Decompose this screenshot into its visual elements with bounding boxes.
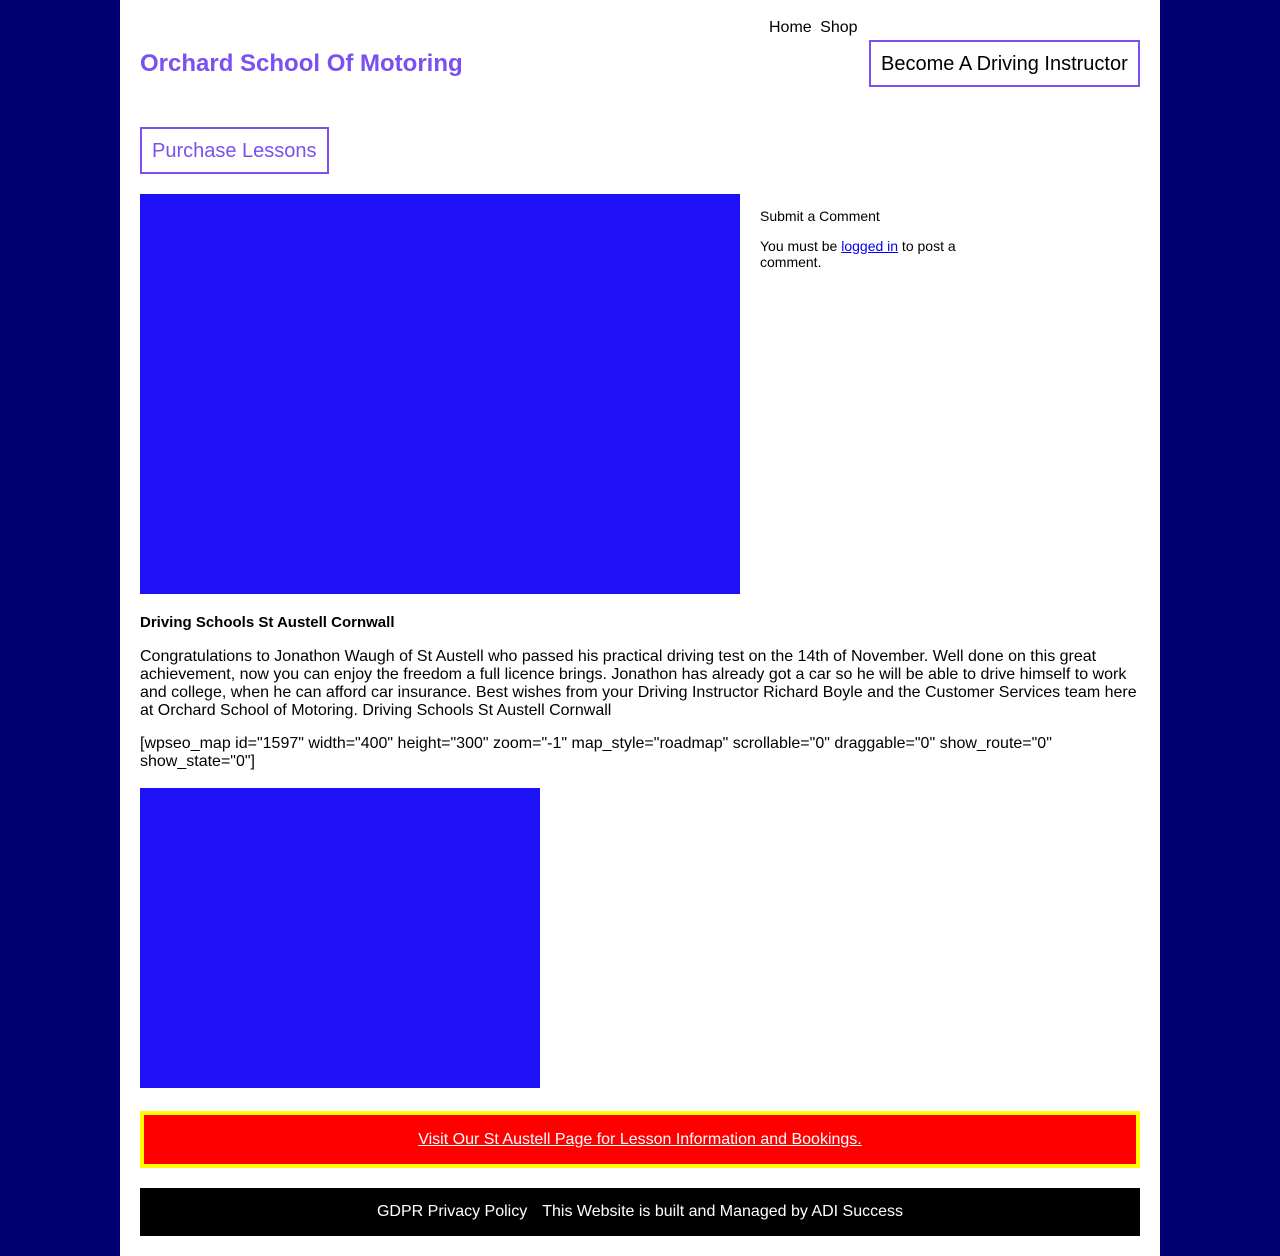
comment-suffix: to post a comment. [760, 238, 956, 270]
privacy-policy-link[interactable]: GDPR Privacy Policy [376, 1203, 528, 1220]
main-nav [769, 19, 862, 37]
become-instructor-button[interactable]: Become A Driving Instructor [869, 40, 1140, 87]
nav-item-home[interactable]: Home [769, 19, 812, 36]
nav-item-shop[interactable]: Shop [820, 19, 858, 36]
st-austell-page-link[interactable]: Visit Our St Austell Page for Lesson Information and Bookings. [418, 1130, 862, 1148]
purchase-lessons-button[interactable]: Purchase Lessons [140, 127, 329, 174]
site-title[interactable]: Orchard School Of Motoring [140, 50, 463, 77]
map-image [140, 788, 540, 1088]
footer [140, 1188, 1140, 1236]
map-shortcode-text: [wpseo_map id="1597" width="400" height="300" zoom="-1" map_style="roadmap" scrollable="0" draggable="0" show_route="0" show_state="0"] [140, 735, 1052, 770]
comment-title: Submit a Comment [760, 208, 880, 224]
credit-link[interactable]: This Website is built and Managed by ADI Success [542, 1203, 904, 1220]
featured-image [140, 194, 740, 594]
comment-login-notice [760, 238, 1000, 270]
post-heading: Driving Schools St Austell Cornwall [140, 614, 395, 631]
login-link[interactable]: logged in [841, 238, 899, 254]
comment-section [760, 208, 1000, 270]
page-container [120, 0, 1160, 1256]
cta-banner [140, 1111, 1140, 1168]
post-body: Congratulations to Jonathon Waugh of St Austell who passed his practical driving test on the 14th of November. Well done on this great achievement, now you can enjoy the freedom a full licence brings. Jonathon has already got a car so he will be able to drive himself to work and college, when he can afford car insurance. Best wishes from your Driving Instructor Richard Boyle and the Customer Services team here at Orchard School of Motoring. Driving Schools St Austell Cornwall [140, 648, 1137, 719]
comment-prefix: You must be [760, 238, 842, 254]
